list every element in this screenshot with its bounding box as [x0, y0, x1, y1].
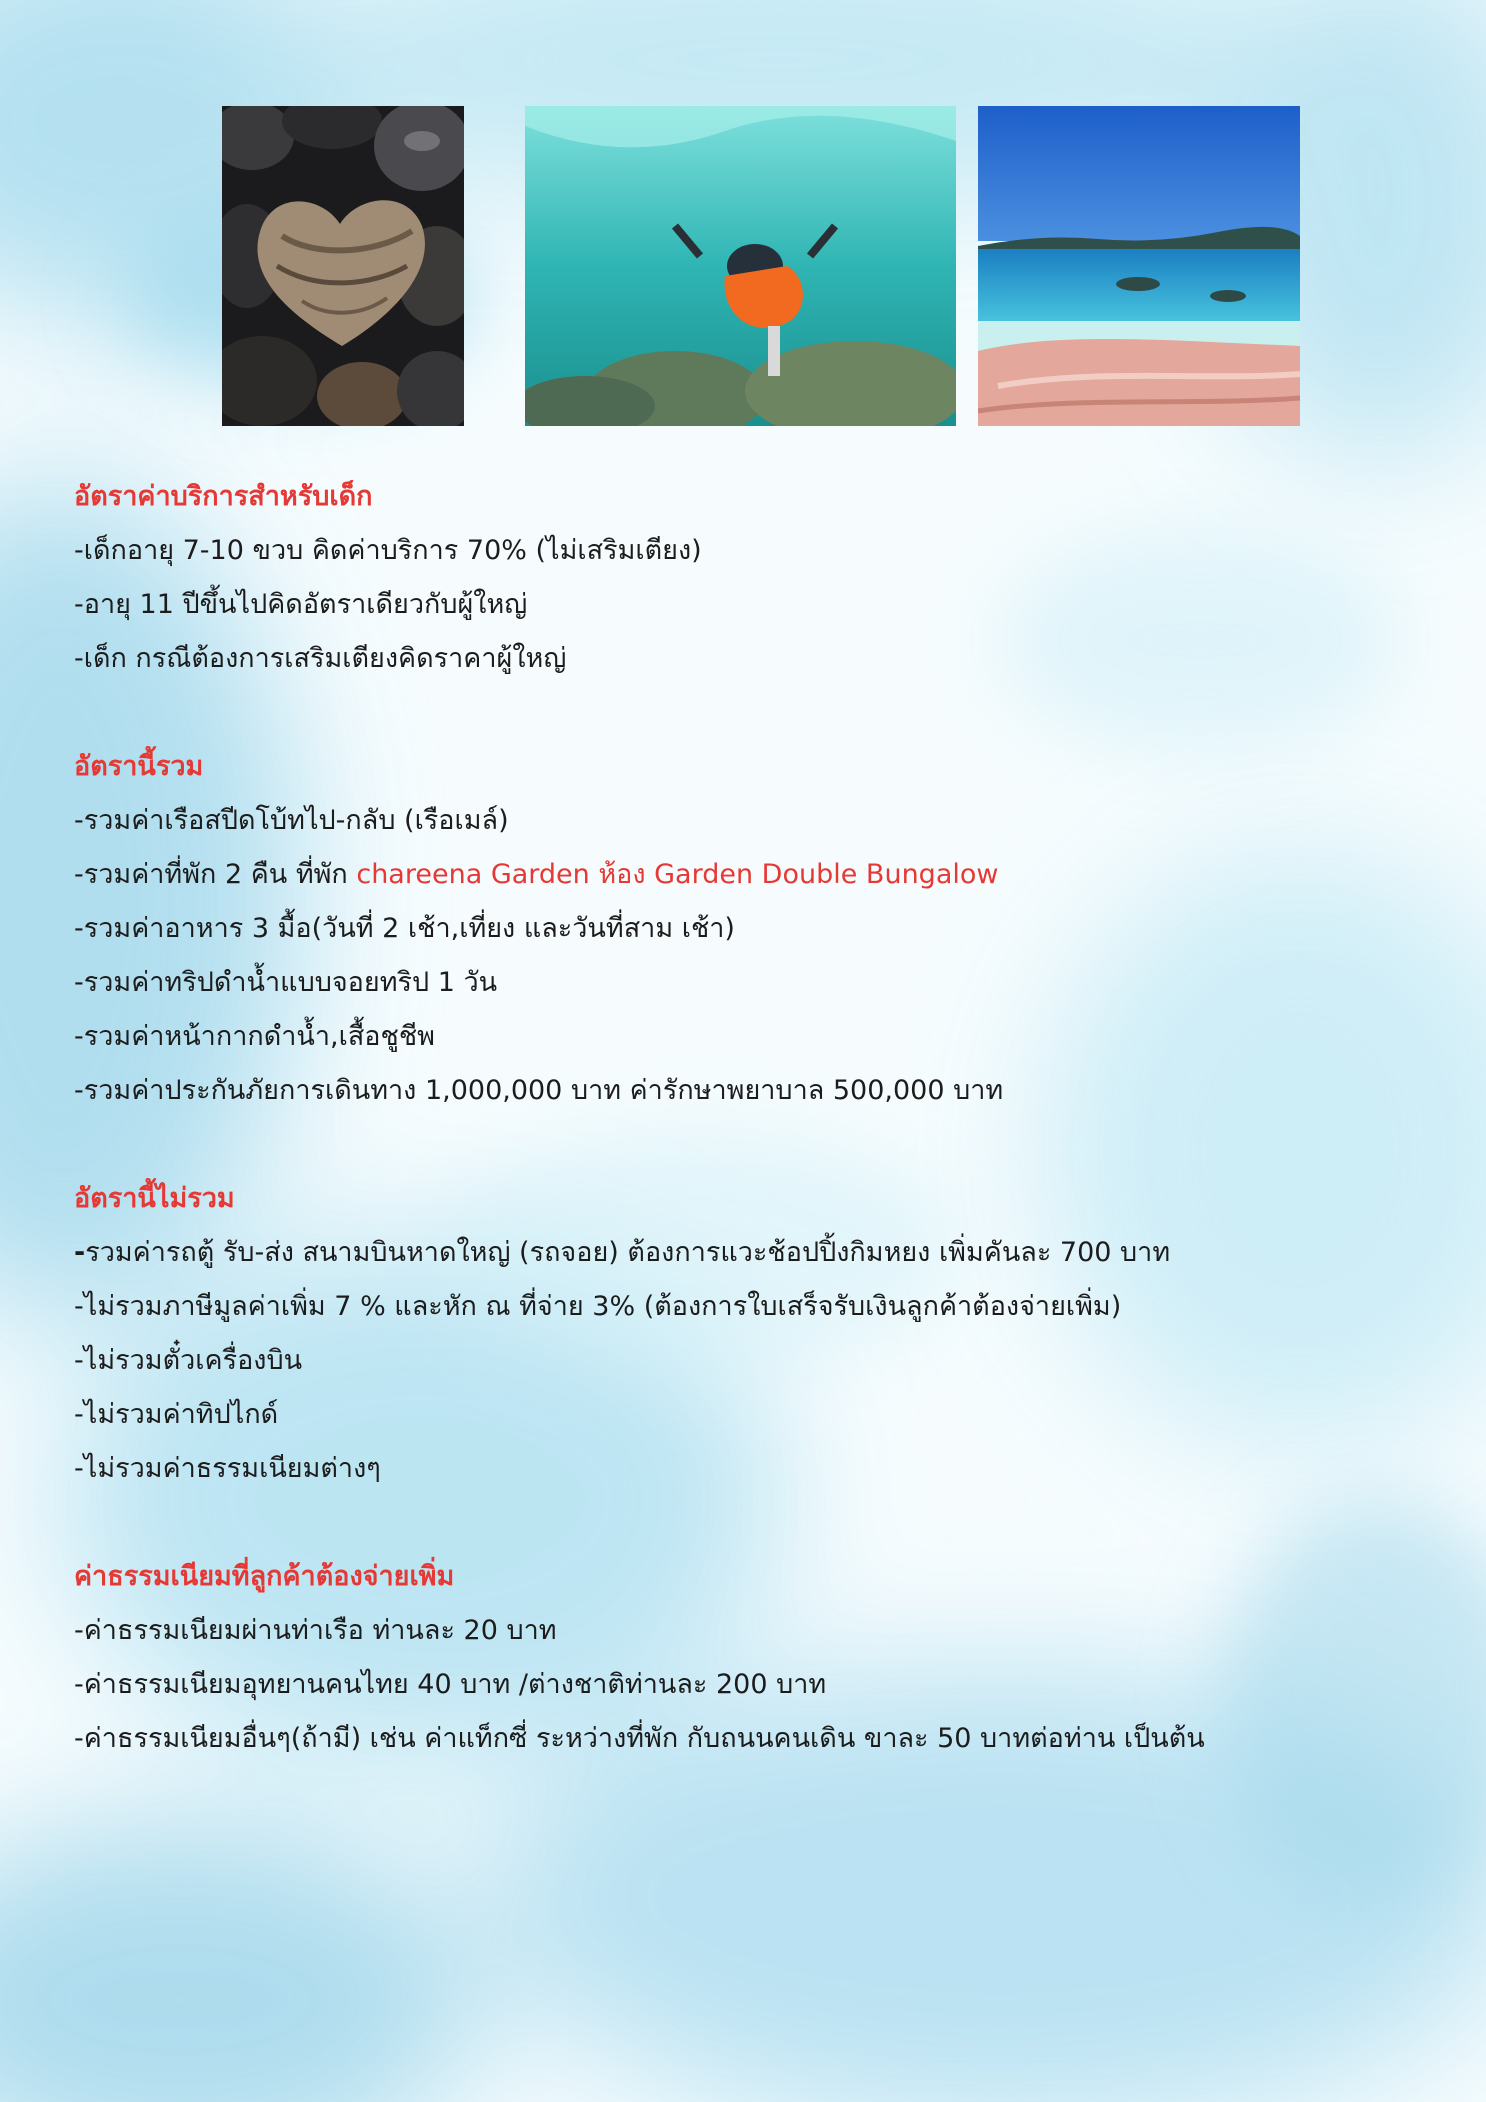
bold-dash: - [74, 1237, 86, 1268]
list-item: -ไม่รวมตั๋วเครื่องบิน [74, 1345, 303, 1376]
list-item: -เด็กอายุ 7-10 ขวบ คิดค่าบริการ 70% (ไม่เสริมเตียง) [74, 535, 702, 566]
list-item: -รวมค่าเรือสปีดโบ้ทไป-กลับ (เรือเมล์) [74, 805, 509, 836]
excluded-section [74, 1172, 1414, 1496]
list-item: -ค่าธรรมเนียมอุทยานคนไทย 40 บาท /ต่างชาติท่านละ 200 บาท [74, 1669, 827, 1700]
excluded-heading: อัตรานี้ไม่รวม [74, 1183, 235, 1214]
accommodation-label: -รวมค่าที่พัก 2 คืน ที่พัก [74, 859, 357, 890]
list-item: -รวมค่าทริปดำน้ำแบบจอยทริป 1 วัน [74, 967, 498, 998]
list-item: -ค่าธรรมเนียมผ่านท่าเรือ ท่านละ 20 บาท [74, 1615, 557, 1646]
list-item: -เด็ก กรณีต้องการเสริมเตียงคิดราคาผู้ใหญ่ [74, 643, 567, 674]
excluded-list [74, 1226, 1414, 1496]
included-list [74, 794, 1414, 1118]
children-rate-section [74, 470, 1414, 686]
list-item: -ไม่รวมค่าธรรมเนียมต่างๆ [74, 1453, 381, 1484]
children-rate-heading: อัตราค่าบริการสำหรับเด็ก [74, 481, 373, 512]
list-item: -ค่าธรรมเนียมอื่นๆ(ถ้ามี) เช่น ค่าแท็กซี่ ระหว่างที่พัก กับถนนคนเดิน ขาละ 50 บาทต่อท่าน เป็นต้น [74, 1723, 1205, 1754]
fees-heading: ค่าธรรมเนียมที่ลูกค้าต้องจ่ายเพิ่ม [74, 1561, 455, 1592]
list-item: -รวมค่าอาหาร 3 มื้อ(วันที่ 2 เช้า,เที่ยง และวันที่สาม เช้า) [74, 913, 735, 944]
included-section [74, 740, 1414, 1118]
children-rate-list [74, 524, 1414, 686]
list-item: -รวมค่าหน้ากากดำน้ำ,เสื้อชูชีพ [74, 1021, 435, 1052]
fees-section [74, 1550, 1414, 1766]
fees-list [74, 1604, 1414, 1766]
list-item-accommodation [74, 848, 1414, 902]
accommodation-name: chareena Garden ห้อง Garden Double Bungalow [356, 859, 999, 890]
list-item: -รวมค่าประกันภัยการเดินทาง 1,000,000 บาท ค่ารักษาพยาบาล 500,000 บาท [74, 1075, 1004, 1106]
list-item-van [74, 1226, 1414, 1280]
package-details [74, 470, 1414, 1820]
list-item: -ไม่รวมค่าทิปไกด์ [74, 1399, 279, 1430]
list-item: -ไม่รวมภาษีมูลค่าเพิ่ม 7 % และหัก ณ ที่จ่าย 3% (ต้องการใบเสร็จรับเงินลูกค้าต้องจ่ายเพิ่ม) [74, 1291, 1122, 1322]
van-text: รวมค่ารถตู้ รับ-ส่ง สนามบินหาดใหญ่ (รถจอย) ต้องการแวะช้อปปิ้งกิมหยง เพิ่มคันละ 700 บาท [85, 1237, 1171, 1268]
beach-photo [978, 106, 1300, 426]
stones-photo [222, 106, 464, 426]
snorkel-photo [525, 106, 956, 426]
list-item: -อายุ 11 ปีขึ้นไปคิดอัตราเดียวกับผู้ใหญ่ [74, 589, 528, 620]
included-heading: อัตรานี้รวม [74, 751, 204, 782]
